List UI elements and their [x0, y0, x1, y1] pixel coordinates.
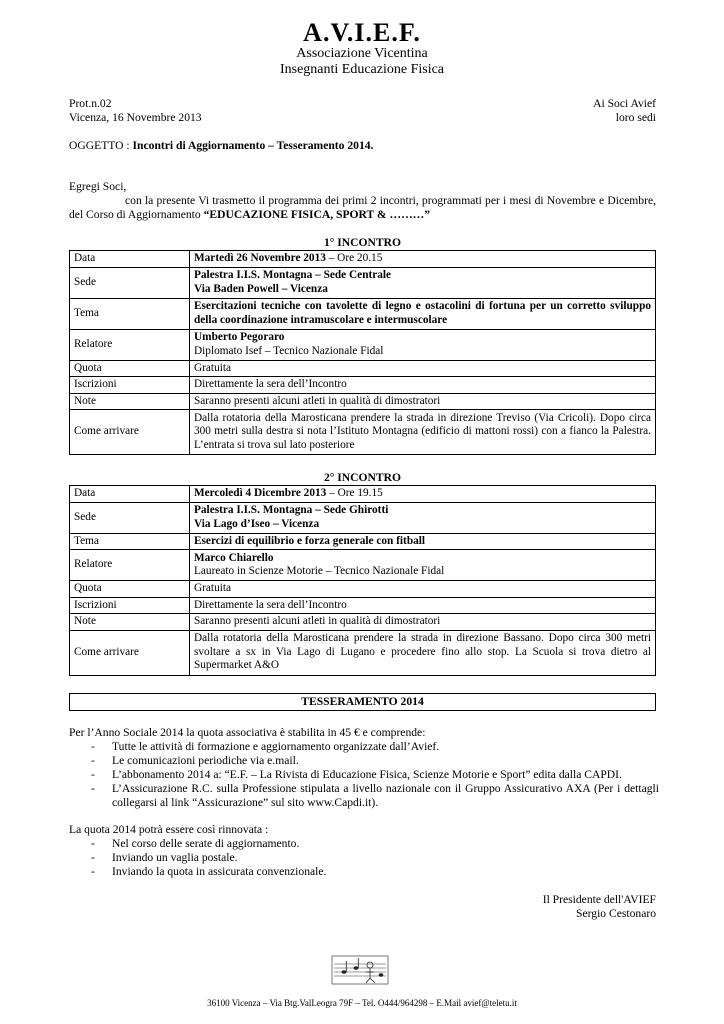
meeting1-heading: 1° INCONTRO — [323, 236, 402, 249]
subject-label: OGGETTO : — [69, 139, 133, 152]
row-label: Data — [70, 251, 190, 268]
meeting1-venue — [190, 267, 656, 298]
row-label: Come arrivare — [70, 630, 190, 675]
list-item: - Inviando la quota in assicurata convenzionale. — [91, 865, 327, 878]
item-text: Tutte le attività di formazione e aggiornamento organizzate dall’Avief. — [112, 740, 440, 753]
table-row — [70, 298, 656, 329]
meeting1-topic: Esercitazioni tecniche con tavolette di legno e ostacolini di fortuna per un corretto sviluppo della coordinazione intramuscolare e intermuscolare — [190, 298, 656, 329]
list-item: - Inviando un vaglia postale. — [91, 851, 238, 864]
signature-name: Sergio Cestonaro — [576, 907, 656, 920]
venue-line1: Palestra I.I.S. Montagna – Sede Ghirotti — [194, 504, 389, 516]
recipient-line1: Ai Soci Avief — [593, 97, 656, 110]
item-text: Nel corso delle serate di aggiornamento. — [112, 837, 300, 850]
meeting1-registration: Direttamente la sera dell’Incontro — [190, 377, 656, 394]
meeting2-notes: Saranno presenti alcuni atleti in qualità di dimostratori — [190, 614, 656, 631]
table-row — [70, 486, 656, 503]
table-row — [70, 329, 656, 360]
subject-text: Incontri di Aggiornamento – Tesseramento 2014. — [132, 139, 374, 152]
item-text: Le comunicazioni periodiche via e.mail. — [112, 754, 299, 767]
meeting2-date — [190, 486, 656, 503]
date-time: – Ore 20.15 — [325, 252, 383, 264]
date-bold: Mercoledì 4 Dicembre 2013 — [194, 487, 327, 499]
org-title: A.V.I.E.F. — [303, 18, 421, 47]
row-label: Note — [70, 614, 190, 631]
footer-address: 36100 Vicenza – Via Btg.ValLeogra 79F – Tel. O444/964298 – E.Mail avief@teletu.it — [207, 998, 517, 1008]
org-subtitle-line2: Insegnanti Educazione Fisica — [279, 62, 445, 77]
date-bold: Martedì 26 Novembre 2013 — [194, 252, 326, 264]
list-item: - Tutte le attività di formazione e aggiornamento organizzate dall’Avief. — [91, 740, 440, 753]
meeting1-fee: Gratuita — [190, 360, 656, 377]
row-label: Relatore — [70, 550, 190, 581]
place-date: Vicenza, 16 Novembre 2013 — [69, 111, 202, 124]
row-label: Data — [70, 486, 190, 503]
org-subtitle-line1: Associazione Vicentina — [296, 46, 428, 61]
meeting2-fee: Gratuita — [190, 581, 656, 598]
row-label: Sede — [70, 267, 190, 298]
row-label: Tema — [70, 533, 190, 550]
row-label: Tema — [70, 298, 190, 329]
table-row — [70, 581, 656, 598]
membership-heading: TESSERAMENTO 2014 — [69, 693, 656, 711]
meeting2-directions: Dalla rotatoria della Marosticana prendere la strada in direzione Bassano. Dopo circa 300 metri svoltare a sx in Via Lago di Lugano e procedere fino allo stop. La Scuola si trova dietro al Supermarket A&O — [190, 630, 656, 675]
row-label: Iscrizioni — [70, 377, 190, 394]
meeting1-table — [69, 250, 656, 455]
list-item: - L’Assicurazione R.C. sulla Professione stipulata a livello nazionale con il Gruppo Assicurativo AXA (Per i dettagli collegarsi al link “Assicurazione” sul sito www.Capdi.it). — [91, 782, 659, 809]
greeting: Egregi Soci, — [69, 180, 127, 193]
row-label: Note — [70, 393, 190, 410]
meeting1-notes: Saranno presenti alcuni atleti in qualità di dimostratori — [190, 393, 656, 410]
music-logo-icon — [330, 950, 390, 990]
venue-line1: Palestra I.I.S. Montagna – Sede Centrale — [194, 269, 392, 281]
meeting2-venue — [190, 502, 656, 533]
meeting2-table — [69, 485, 656, 676]
speaker-title: Diplomato Isef – Tecnico Nazionale Fidal — [194, 344, 384, 357]
meeting1-date — [190, 251, 656, 268]
row-label: Come arrivare — [70, 410, 190, 455]
row-label: Iscrizioni — [70, 597, 190, 614]
list-item: - Le comunicazioni periodiche via e.mail. — [91, 754, 299, 767]
table-row — [70, 267, 656, 298]
item-text: Inviando la quota in assicurata convenzionale. — [112, 865, 327, 878]
table-row — [70, 251, 656, 268]
date-time: – Ore 19.15 — [326, 487, 383, 499]
table-row — [70, 550, 656, 581]
intro-paragraph — [69, 194, 656, 222]
table-row — [70, 360, 656, 377]
table-row — [70, 410, 656, 455]
venue-line2: Via Lago d’Iseo – Vicenza — [194, 517, 320, 530]
item-text: L’abbonamento 2014 a: “E.F. – La Rivista di Educazione Fisica, Scienze Motorie e Sport” edita dalla CAPDI. — [112, 768, 622, 781]
table-row — [70, 502, 656, 533]
subject-line — [69, 139, 373, 153]
meeting2-registration: Direttamente la sera dell’Incontro — [190, 597, 656, 614]
speaker-title: Laureato in Scienze Motorie – Tecnico Nazionale Fidal — [194, 565, 445, 577]
meeting2-speaker — [190, 550, 656, 581]
row-label: Quota — [70, 581, 190, 598]
row-label: Quota — [70, 360, 190, 377]
table-row — [70, 597, 656, 614]
meeting1-directions: Dalla rotatoria della Marosticana prendere la strada in direzione Treviso (Via Cricoli). Dopo circa 300 metri sulla destra si nota l’Istituto Montagna (edificio di mattoni rossi) con a fianco la Palestra. L’entrata si trova sul lato posteriore — [190, 410, 656, 455]
course-title: “EDUCAZIONE FISICA, SPORT & ………” — [203, 208, 431, 221]
renewal-list — [69, 837, 659, 879]
membership-list — [69, 740, 659, 810]
meeting1-speaker — [190, 329, 656, 360]
item-text: Inviando un vaglia postale. — [112, 851, 238, 864]
table-row — [70, 614, 656, 631]
list-item: - Nel corso delle serate di aggiornamento. — [91, 837, 300, 850]
renewal-intro: La quota 2014 potrà essere così rinnovata : — [69, 823, 269, 836]
row-label: Sede — [70, 502, 190, 533]
venue-line2: Via Baden Powell – Vicenza — [194, 282, 328, 295]
speaker-name: Umberto Pegoraro — [194, 331, 285, 343]
intro-body: con la presente Vi trasmetto il programma dei primi 2 incontri, programmati per i mesi di Novembre e Dicembre, del Corso di Aggiornamento — [69, 194, 656, 221]
list-item: - L’abbonamento 2014 a: “E.F. – La Rivista di Educazione Fisica, Scienze Motorie e Sport” edita dalla CAPDI. — [91, 768, 622, 781]
membership-intro: Per l’Anno Sociale 2014 la quota associativa è stabilita in 45 € e comprende: — [69, 726, 426, 739]
table-row — [70, 533, 656, 550]
item-text: L’Assicurazione R.C. sulla Professione stipulata a livello nazionale con il Gruppo Assicurativo AXA (Per i dettagli collegarsi al link “Assicurazione” sul sito www.Capdi.it). — [112, 782, 659, 809]
meeting2-topic: Esercizi di equilibrio e forza generale con fitball — [190, 533, 656, 550]
meeting2-heading: 2° INCONTRO — [323, 471, 402, 484]
row-label: Relatore — [70, 329, 190, 360]
table-row — [70, 630, 656, 675]
speaker-name: Marco Chiarello — [194, 551, 274, 564]
signature-role: Il Presidente dell'AVIEF — [542, 893, 656, 906]
table-row — [70, 377, 656, 394]
table-row — [70, 393, 656, 410]
recipient-line2: loro sedi — [615, 111, 656, 124]
protocol-number: Prot.n.02 — [69, 97, 112, 110]
